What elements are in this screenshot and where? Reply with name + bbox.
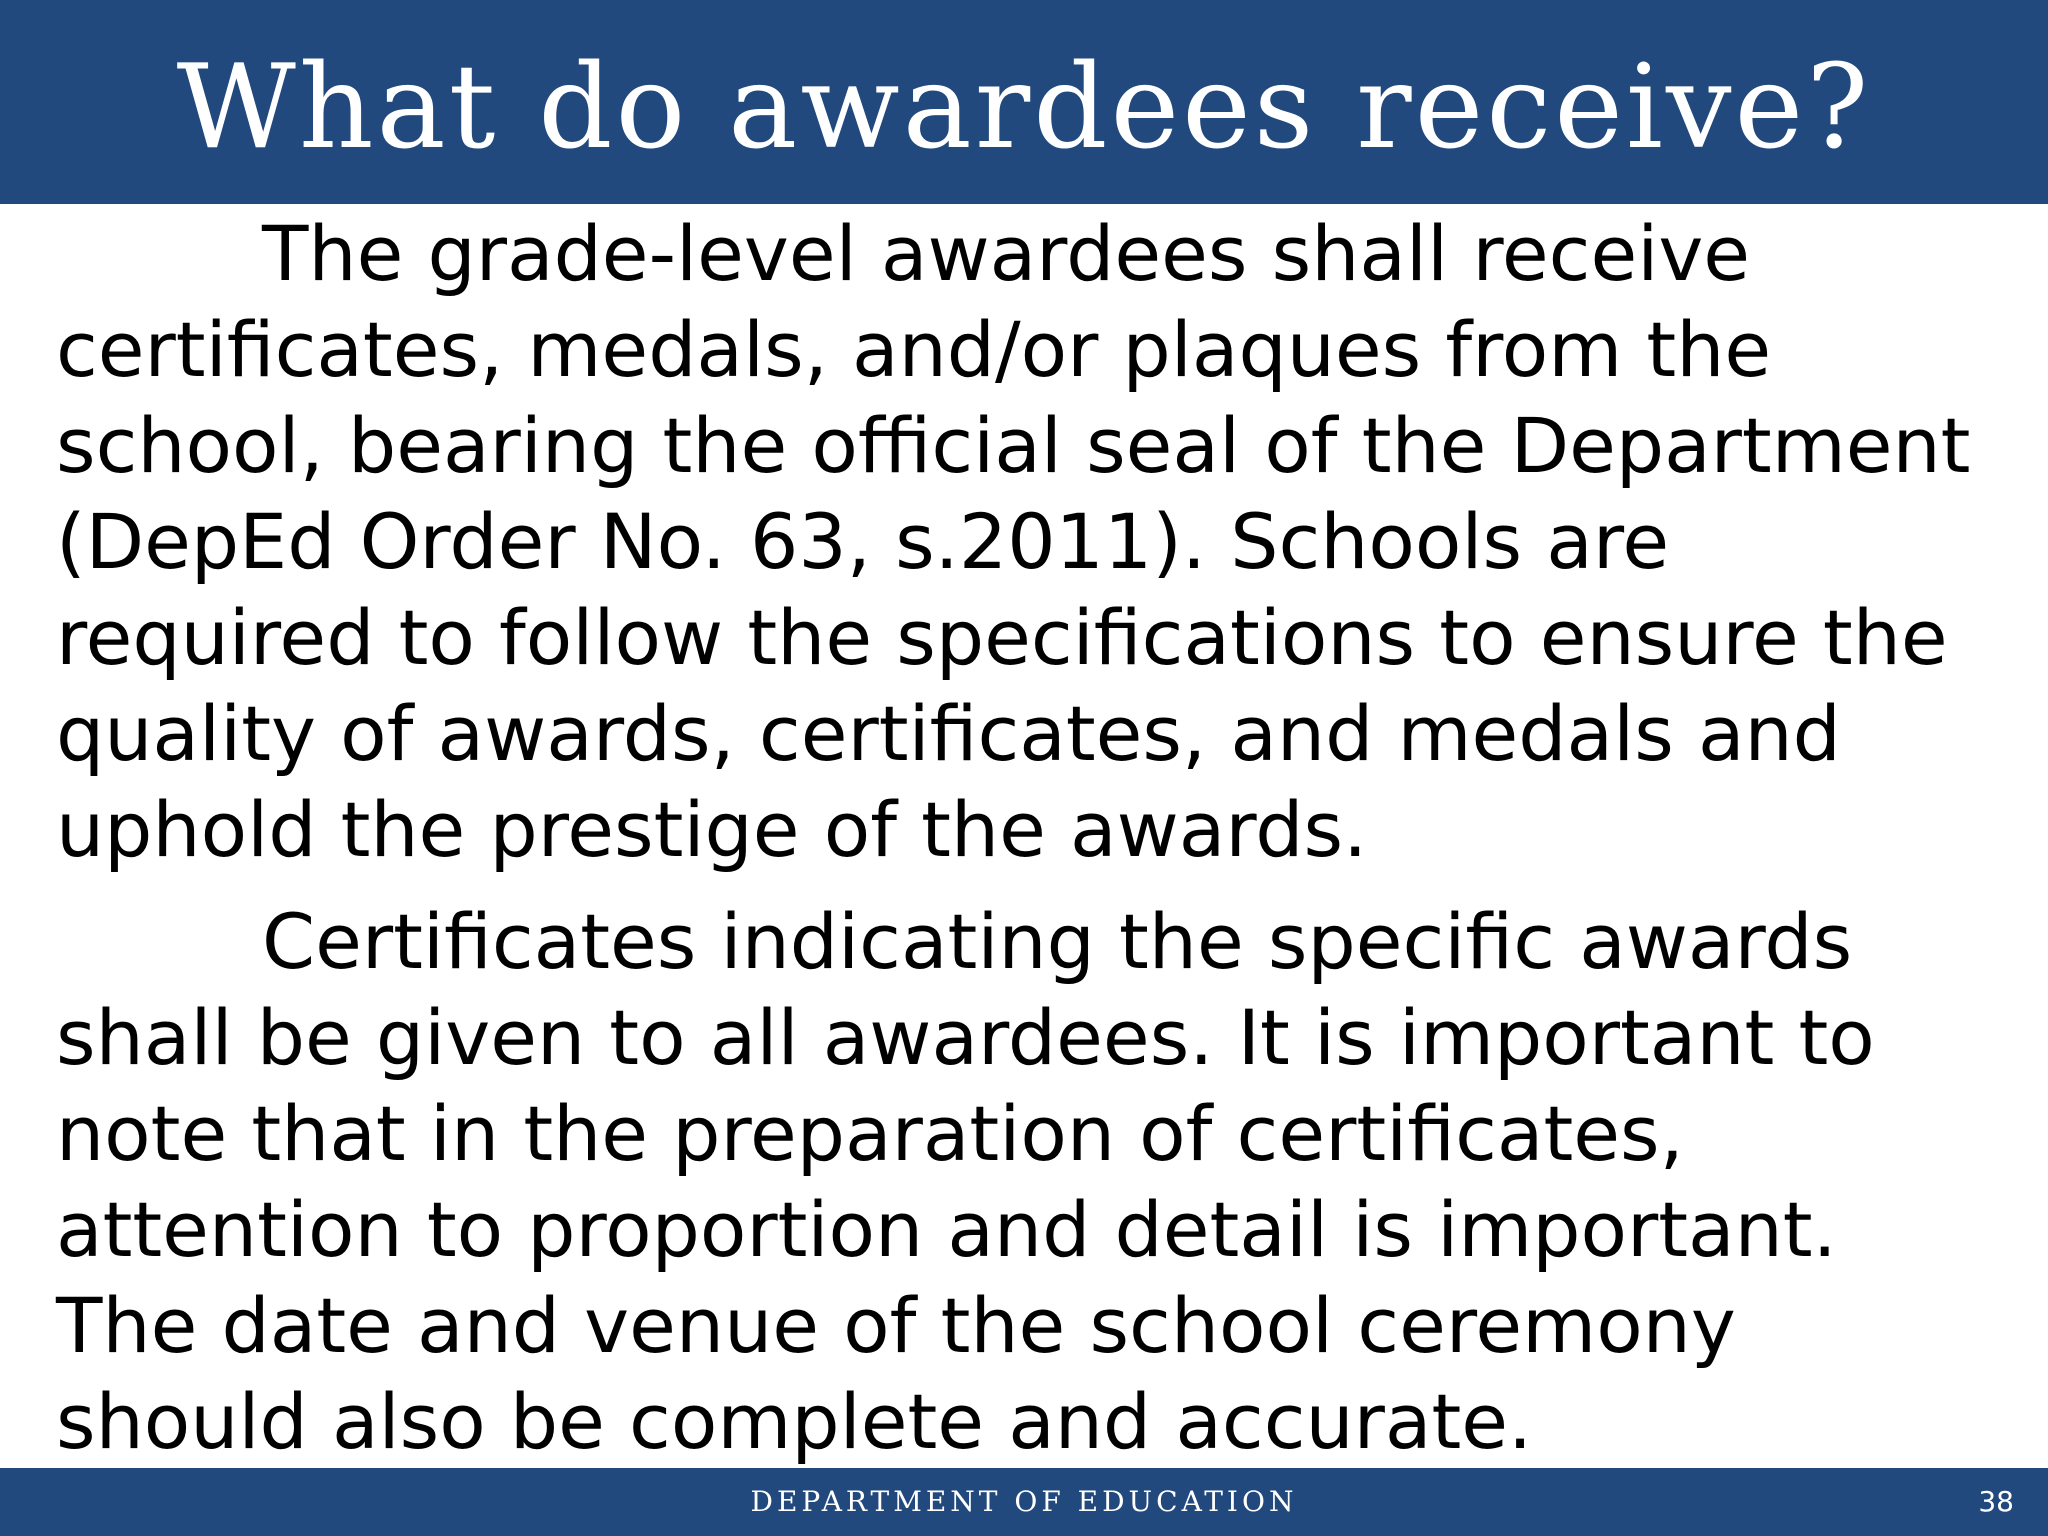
body-paragraph-2: Certificates indicating the specific awards shall be given to all awardees. It is important to note that in the preparation of certificates, attention to proportion and detail is important. The date and venue of the school ceremony should also be complete and accurate. xyxy=(56,897,1875,1466)
title-bar xyxy=(0,0,2048,204)
footer-bar xyxy=(0,1468,2048,1536)
slide-title: What do awardees receive? xyxy=(176,40,1872,175)
body-paragraph-1: The grade-level awardees shall receive certificates, medals, and/or plaques from the school, bearing the official seal of the Department (DepEd Order No. 63, s.2011). Schools are required to follow the specifications to ensure the quality of awards, certificates, and medals and uphold the prestige of the awards. xyxy=(56,209,1971,874)
slide-body xyxy=(56,206,1996,1470)
footer-organization: DEPARTMENT OF EDUCATION xyxy=(750,1485,1298,1518)
page-number: 38 xyxy=(1978,1485,2014,1518)
